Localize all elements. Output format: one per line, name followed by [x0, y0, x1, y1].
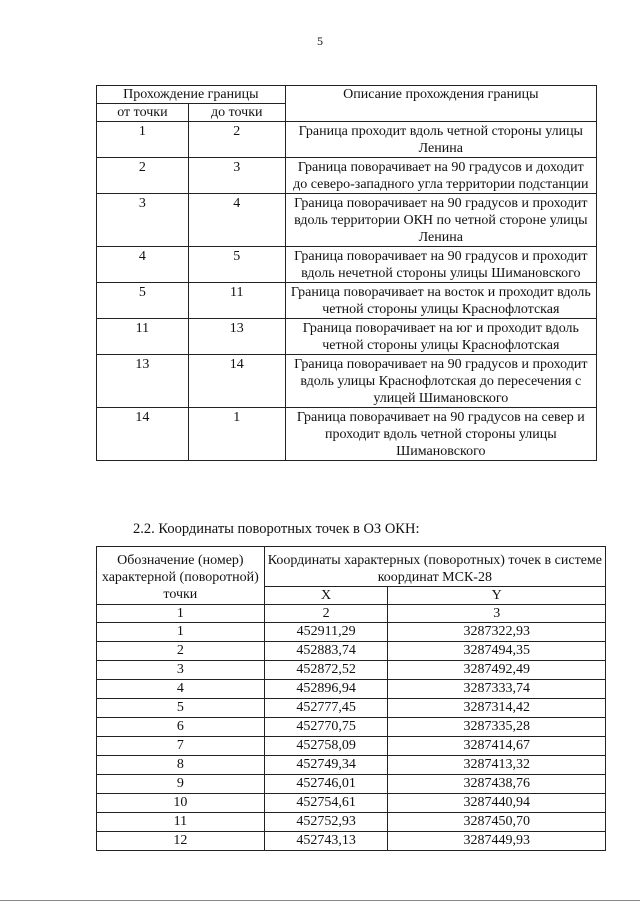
page-bottom-edge: [0, 900, 640, 901]
to-point-cell: 4: [188, 194, 285, 247]
point-number-cell: 10: [97, 794, 265, 813]
boundary-row: [97, 319, 597, 355]
header-boundary-passage: Прохождение границы: [97, 86, 286, 104]
header-boundary-description: Описание прохождения границы: [285, 86, 596, 122]
header-x: X: [264, 587, 388, 605]
header-to-point: до точки: [188, 104, 285, 122]
to-point-cell: 5: [188, 247, 285, 283]
description-cell: Граница поворачивает на юг и проходит вдоль четной стороны улицы Краснофлотская: [285, 319, 596, 355]
coordinate-row: [97, 756, 606, 775]
coordinate-row: [97, 794, 606, 813]
x-coordinate-cell: 452770,75: [264, 718, 388, 737]
point-number-cell: 12: [97, 832, 265, 851]
point-number-cell: 8: [97, 756, 265, 775]
y-coordinate-cell: 3287335,28: [388, 718, 606, 737]
coordinates-table: [96, 546, 606, 851]
point-number-cell: 3: [97, 661, 265, 680]
description-cell: Граница поворачивает на 90 градусов на север и проходит вдоль четной стороны улицы Шимановского: [285, 408, 596, 461]
point-number-cell: 1: [97, 623, 265, 642]
coordinate-row: [97, 718, 606, 737]
x-coordinate-cell: 452758,09: [264, 737, 388, 756]
description-cell: Граница поворачивает на 90 градусов и проходит вдоль территории ОКН по четной стороне улицы Ленина: [285, 194, 596, 247]
point-number-cell: 5: [97, 699, 265, 718]
coordinate-row: [97, 680, 606, 699]
header-coordinates: Координаты характерных (поворотных) точек в системе координат МСК-28: [264, 547, 605, 587]
y-coordinate-cell: 3287449,93: [388, 832, 606, 851]
boundary-row: [97, 194, 597, 247]
column-number-2: 2: [264, 605, 388, 623]
description-cell: Граница поворачивает на 90 градусов и проходит вдоль нечетной стороны улицы Шимановского: [285, 247, 596, 283]
coordinate-row: [97, 813, 606, 832]
page-number: 5: [317, 34, 323, 48]
boundary-table: [96, 85, 597, 461]
boundary-row: [97, 355, 597, 408]
description-cell: Граница поворачивает на 90 градусов и проходит вдоль улицы Краснофлотская до пересечения с улицей Шимановского: [285, 355, 596, 408]
to-point-cell: 1: [188, 408, 285, 461]
x-coordinate-cell: 452754,61: [264, 794, 388, 813]
column-number-1: 1: [97, 605, 265, 623]
y-coordinate-cell: 3287494,35: [388, 642, 606, 661]
y-coordinate-cell: 3287414,67: [388, 737, 606, 756]
to-point-cell: 2: [188, 122, 285, 158]
boundary-row: [97, 122, 597, 158]
from-point-cell: 14: [97, 408, 189, 461]
to-point-cell: 11: [188, 283, 285, 319]
coordinate-row: [97, 661, 606, 680]
coordinate-row: [97, 642, 606, 661]
point-number-cell: 11: [97, 813, 265, 832]
y-coordinate-cell: 3287440,94: [388, 794, 606, 813]
point-number-cell: 2: [97, 642, 265, 661]
x-coordinate-cell: 452749,34: [264, 756, 388, 775]
coordinate-row: [97, 623, 606, 642]
y-coordinate-cell: 3287450,70: [388, 813, 606, 832]
coordinate-row: [97, 832, 606, 851]
to-point-cell: 14: [188, 355, 285, 408]
y-coordinate-cell: 3287314,42: [388, 699, 606, 718]
column-number-3: 3: [388, 605, 606, 623]
point-number-cell: 9: [97, 775, 265, 794]
description-cell: Граница поворачивает на 90 градусов и доходит до северо-западного угла территории подстанции: [285, 158, 596, 194]
y-coordinate-cell: 3287413,32: [388, 756, 606, 775]
y-coordinate-cell: 3287492,49: [388, 661, 606, 680]
x-coordinate-cell: 452777,45: [264, 699, 388, 718]
point-number-cell: 4: [97, 680, 265, 699]
y-coordinate-cell: 3287333,74: [388, 680, 606, 699]
x-coordinate-cell: 452746,01: [264, 775, 388, 794]
to-point-cell: 3: [188, 158, 285, 194]
y-coordinate-cell: 3287322,93: [388, 623, 606, 642]
x-coordinate-cell: 452911,29: [264, 623, 388, 642]
coordinate-row: [97, 775, 606, 794]
x-coordinate-cell: 452752,93: [264, 813, 388, 832]
from-point-cell: 2: [97, 158, 189, 194]
x-coordinate-cell: 452883,74: [264, 642, 388, 661]
from-point-cell: 1: [97, 122, 189, 158]
header-point-designation: Обозначение (номер) характерной (поворотной) точки: [97, 547, 265, 605]
from-point-cell: 5: [97, 283, 189, 319]
coordinate-row: [97, 699, 606, 718]
point-number-cell: 7: [97, 737, 265, 756]
x-coordinate-cell: 452743,13: [264, 832, 388, 851]
to-point-cell: 13: [188, 319, 285, 355]
boundary-row: [97, 158, 597, 194]
x-coordinate-cell: 452872,52: [264, 661, 388, 680]
from-point-cell: 3: [97, 194, 189, 247]
description-cell: Граница поворачивает на восток и проходит вдоль четной стороны улицы Краснофлотская: [285, 283, 596, 319]
point-number-cell: 6: [97, 718, 265, 737]
section-title: 2.2. Координаты поворотных точек в ОЗ ОКН:: [133, 521, 420, 537]
description-cell: Граница проходит вдоль четной стороны улицы Ленина: [285, 122, 596, 158]
header-y: Y: [388, 587, 606, 605]
from-point-cell: 4: [97, 247, 189, 283]
y-coordinate-cell: 3287438,76: [388, 775, 606, 794]
boundary-row: [97, 283, 597, 319]
coordinate-row: [97, 737, 606, 756]
from-point-cell: 13: [97, 355, 189, 408]
header-from-point: от точки: [97, 104, 189, 122]
boundary-row: [97, 247, 597, 283]
boundary-row: [97, 408, 597, 461]
x-coordinate-cell: 452896,94: [264, 680, 388, 699]
from-point-cell: 11: [97, 319, 189, 355]
